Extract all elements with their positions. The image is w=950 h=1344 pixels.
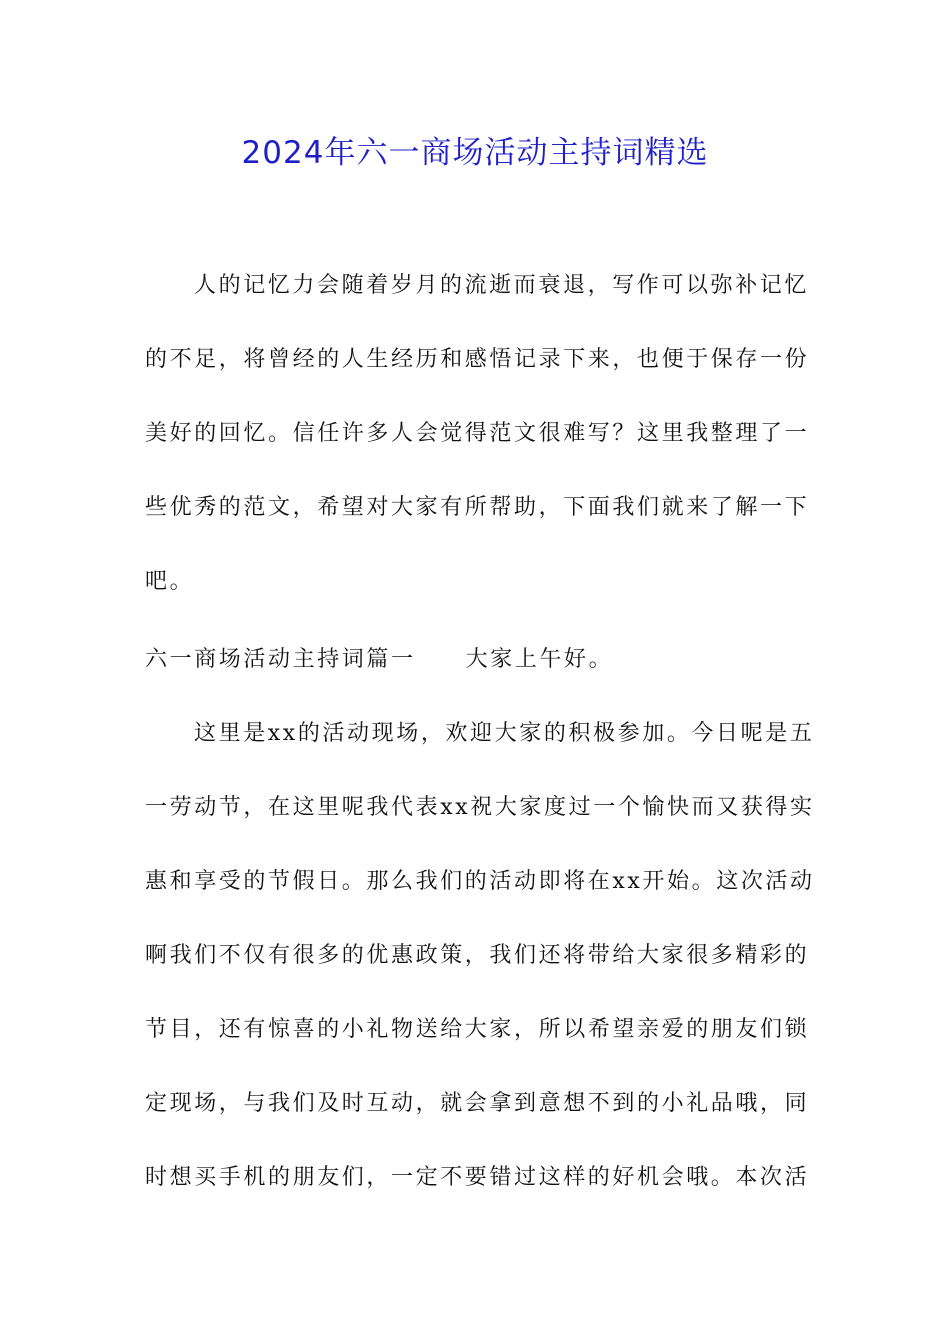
section-heading-line	[145, 642, 810, 678]
section-heading: 六一商场活动主持词篇一	[145, 647, 416, 672]
body-line-4: 啊我们不仅有很多的优惠政策，我们还将带给大家很多精彩的	[145, 943, 810, 968]
intro-line-2: 的不足，将曾经的人生经历和感悟记录下来，也便于保存一份	[145, 347, 810, 372]
body-line-1: 这里是xx的活动现场，欢迎大家的积极参加。今日呢是五	[194, 721, 815, 746]
body-line-6: 定现场，与我们及时互动，就会拿到意想不到的小礼品哦，同	[145, 1091, 810, 1116]
body-line-3: 惠和享受的节假日。那么我们的活动即将在xx开始。这次活动	[145, 869, 815, 894]
intro-line-1: 人的记忆力会随着岁月的流逝而衰退，写作可以弥补记忆	[194, 273, 810, 298]
intro-line-5: 吧。	[145, 569, 195, 594]
intro-line-4: 些优秀的范文，希望对大家有所帮助，下面我们就来了解一下	[145, 495, 810, 520]
body-line-7: 时想买手机的朋友们，一定不要错过这样的好机会哦。本次活	[145, 1165, 810, 1190]
document-title: 2024年六一商场活动主持词精选	[241, 135, 709, 171]
body-line-2: 一劳动节，在这里呢我代表xx祝大家度过一个愉快而又获得实	[145, 795, 815, 820]
body-line-5: 节目，还有惊喜的小礼物送给大家，所以希望亲爱的朋友们锁	[145, 1017, 810, 1042]
section-greeting: 大家上午好。	[465, 647, 614, 672]
intro-line-3: 美好的回忆。信任许多人会觉得范文很难写？这里我整理了一	[145, 421, 810, 446]
